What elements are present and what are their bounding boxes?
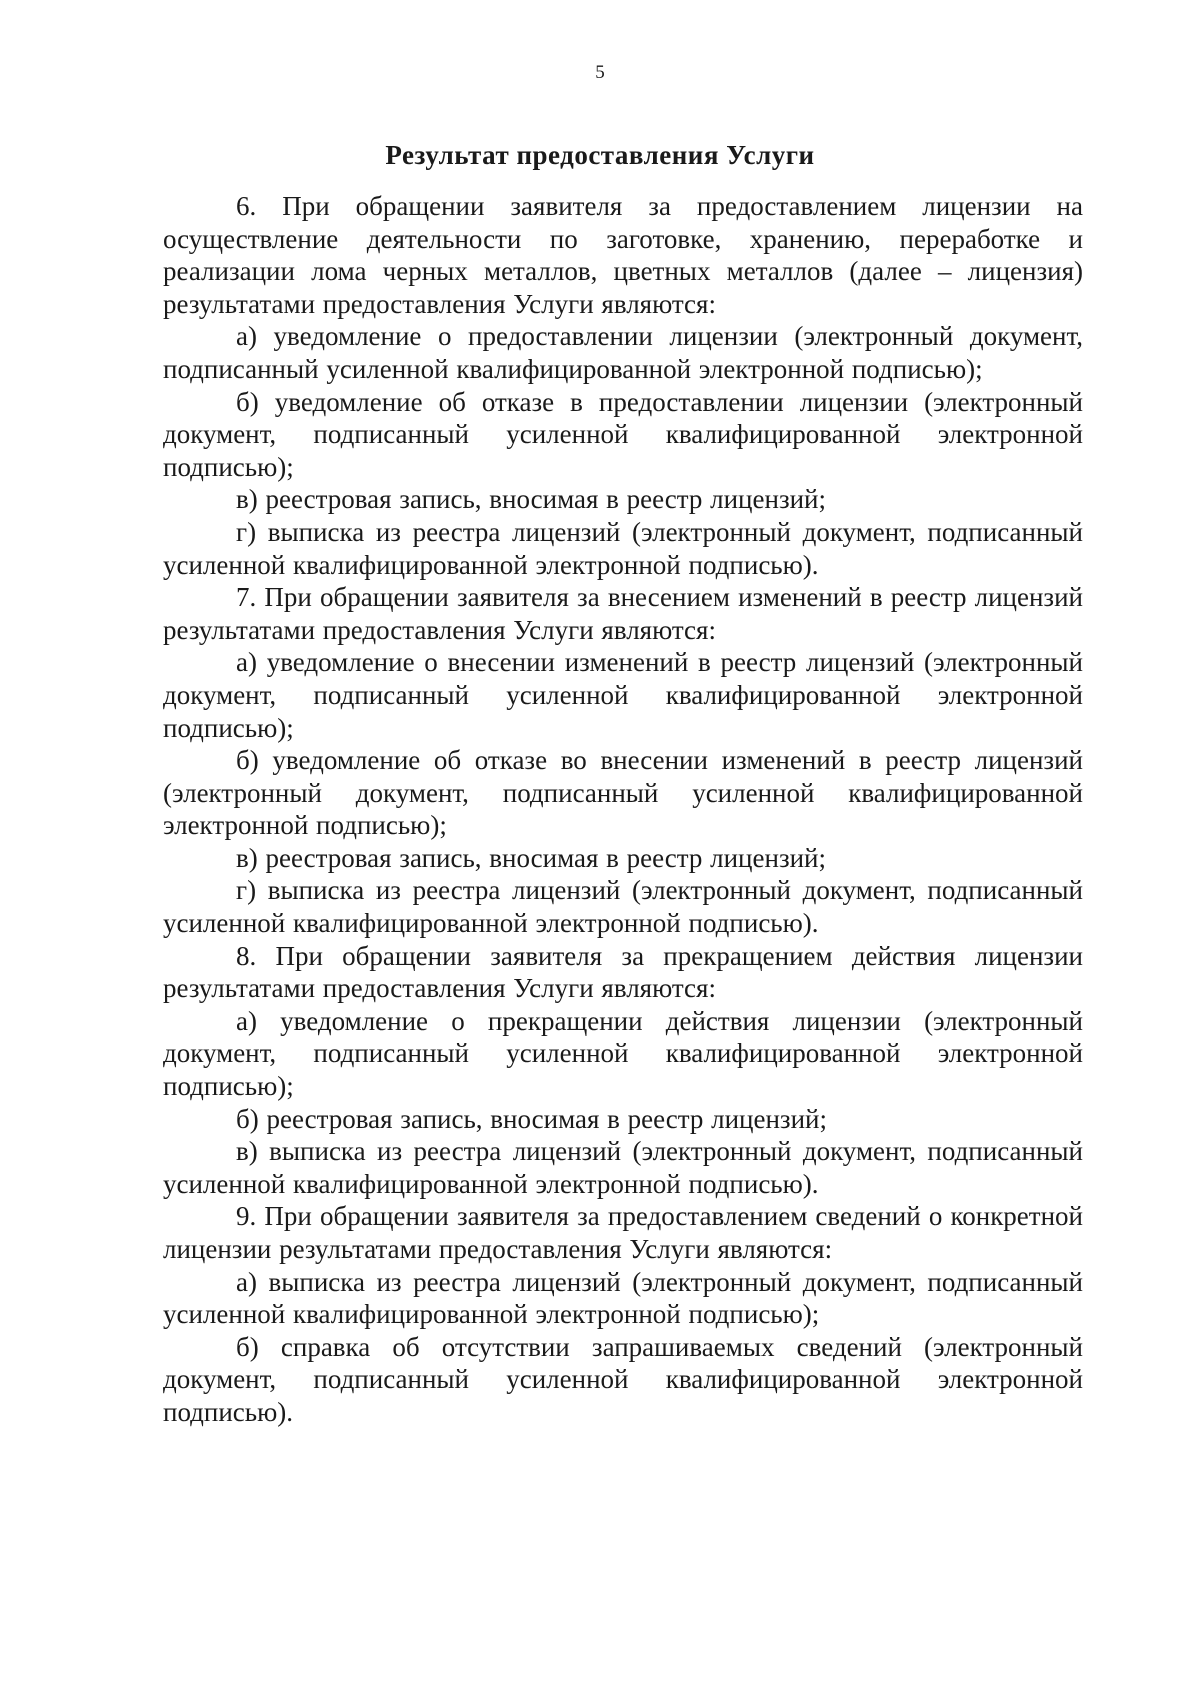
page-number: 5	[595, 62, 605, 83]
paragraph: б) уведомление об отказе в предоставлении лицензии (электронный документ, подписанный усиленной квалифицированной электронной подписью);	[163, 386, 1083, 482]
paragraph: а) выписка из реестра лицензий (электронный документ, подписанный усиленной квалифицированной электронной подписью);	[163, 1266, 1083, 1330]
paragraph: а) уведомление о прекращении действия лицензии (электронный документ, подписанный усиленной квалифицированной электронной подписью);	[163, 1005, 1083, 1102]
paragraph: г) выписка из реестра лицензий (электронный документ, подписанный усиленной квалифицированной электронной подписью).	[163, 516, 1083, 580]
paragraph: а) уведомление о внесении изменений в реестр лицензий (электронный документ, подписанный усиленной квалифицированной электронной подписью);	[163, 647, 1083, 743]
paragraph: б) уведомление об отказе во внесении изменений в реестр лицензий (электронный документ, подписанный усиленной квалифицированной электронной подписью);	[163, 745, 1083, 841]
paragraph: б) реестровая запись, вносимая в реестр лицензий;	[236, 1103, 827, 1134]
paragraph: в) выписка из реестра лицензий (электронный документ, подписанный усиленной квалифицированной электронной подписью).	[163, 1136, 1083, 1199]
paragraph: 8. При обращении заявителя за прекращением действия лицензии результатами предоставления Услуги являются:	[163, 940, 1083, 1004]
paragraph: 7. При обращении заявителя за внесением изменений в реестр лицензий результатами предоставления Услуги являются:	[163, 582, 1083, 645]
document-body	[163, 190, 1083, 1429]
section-title: Результат предоставления Услуги	[385, 140, 815, 170]
paragraph: б) справка об отсутствии запрашиваемых сведений (электронный документ, подписанный усиленной квалифицированной электронной подписью).	[163, 1331, 1083, 1427]
paragraph: а) уведомление о предоставлении лицензии (электронный документ, подписанный усиленной квалифицированной электронной подписью);	[163, 321, 1083, 384]
paragraph: в) реестровая запись, вносимая в реестр лицензий;	[236, 842, 827, 873]
paragraph: в) реестровая запись, вносимая в реестр лицензий;	[236, 484, 827, 515]
paragraph: г) выписка из реестра лицензий (электронный документ, подписанный усиленной квалифицированной электронной подписью).	[163, 875, 1083, 939]
paragraph: 9. При обращении заявителя за предоставлением сведений о конкретной лицензии результатами предоставления Услуги являются:	[163, 1201, 1083, 1264]
paragraph: 6. При обращении заявителя за предоставлением лицензии на осуществление деятельности по заготовке, хранению, переработке и реализации лома черных металлов, цветных металлов (далее – лицензия) результатами предоставления Услуги являются:	[163, 191, 1083, 319]
